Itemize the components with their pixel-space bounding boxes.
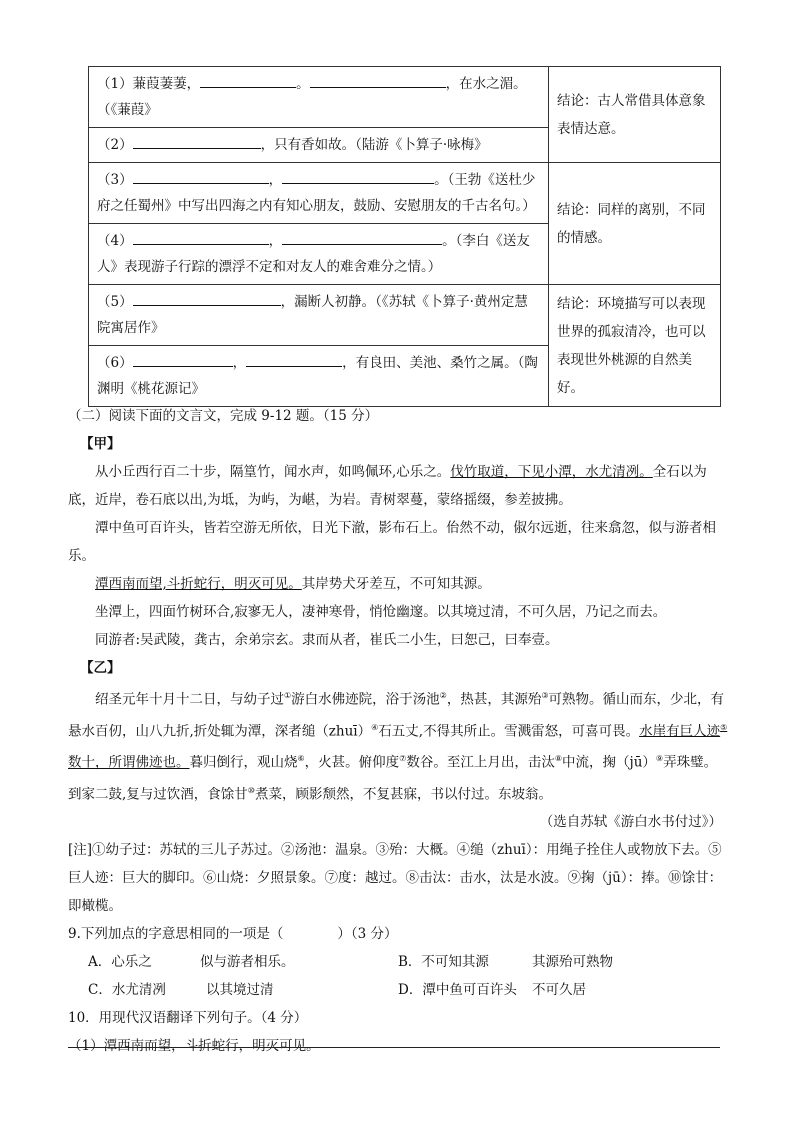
row-3: （3） ， 。（王勃《送杜少府之任蜀州》中写出四海之内有知心朋友，鼓励、安慰朋友的千古名句。） [89, 163, 549, 224]
jia-paragraph-1: 从小丘西行百二十步，隔篁竹，闻水声，如鸣佩环,心乐之。伐竹取道，下见小潭，水尤清冽。全石以为底，近岸，卷石底以出,为坻，为屿，为嵁，为岩。青树翠蔓，蒙络摇缀，参差披拂。 [68, 464, 707, 508]
question-9-stem: 9.下列加点的字意思相同的一项是（ ）（3 分） [68, 926, 398, 942]
jia-paragraph-4: 坐潭上，四面竹树环合,寂寥无人，凄神寒骨，悄怆幽邃。以其境过清，不可久居，乃记之而去。 [95, 604, 667, 620]
q9-options-row-1 [68, 948, 728, 976]
answer-blank[interactable] [133, 291, 281, 306]
answer-blank[interactable] [282, 230, 442, 245]
option-c-part1[interactable]: C．水尤清冽 [88, 982, 166, 998]
question-10-stem: 10．用现代汉语翻译下列句子。（4 分） [68, 1010, 308, 1026]
option-c-part2[interactable]: 以其境过清 [206, 982, 274, 998]
section-heading: （二）阅读下面的文言文，完成 9-12 题。（15 分） [68, 408, 379, 424]
option-a-part2[interactable]: 似与游者相乐。 [200, 954, 295, 970]
bottom-divider [68, 1047, 720, 1048]
poem-table [88, 66, 721, 407]
question-10-item-1: （1）潭西南而望，斗折蛇行，明灭可见。 [68, 1038, 320, 1054]
answer-blank[interactable] [282, 169, 434, 184]
option-d-part1[interactable]: D．潭中鱼可百许头 [398, 982, 517, 998]
answer-blank[interactable] [310, 73, 446, 88]
yi-paragraph: 绍圣元年十月十二日，与幼子过①游白水佛迹院，浴于汤池②，热甚，其源殆③可熟物。循山而东，少北，有悬水百仞，山八九折,折处辄为潭，深者缒（zhuī）④石五丈,不得其所止。雪溅雷怒，可喜可畏。水崖有巨人迹⑤数十，所谓佛迹也。暮归倒行，观山烧⑥，火甚。俯仰度⑦数谷。至江上月出，击汰⑧中流，掬（jū）⑨弄珠璧。到家二鼓,复与过饮酒，食馀甘⑩煮菜，顾影颓然，不复甚寐，书以付过。东坡翁。 [68, 691, 728, 802]
q9-options-row-2 [68, 976, 728, 1004]
source-citation: （选自苏轼《游白水书付过》） [539, 814, 722, 830]
option-b-part1[interactable]: B．不可知其源 [398, 954, 489, 970]
answer-blank[interactable] [246, 352, 342, 367]
classical-reading-section [68, 402, 728, 1060]
passage-yi-label: 【乙】 [80, 660, 121, 676]
answer-blank[interactable] [133, 230, 269, 245]
passage-jia-label: 【甲】 [80, 436, 121, 452]
option-a-part1[interactable]: A．心乐之 [88, 954, 152, 970]
option-d-part2[interactable]: 不可久居 [532, 982, 586, 998]
conclusion-2: 结论：同样的离别，不同的情感。 [549, 163, 721, 285]
conclusion-1: 结论：古人常借具体意象表情达意。 [549, 67, 721, 163]
answer-blank[interactable] [133, 169, 269, 184]
row-2: （2） ，只有香如故。（陆游《卜算子·咏梅》 [89, 128, 549, 163]
answer-blank[interactable] [133, 352, 233, 367]
row-5: （5） ，漏断人初静。（《苏轼《卜算子·黄州定慧院寓居作》 [89, 285, 549, 346]
jia-paragraph-3: 潭西南而望,斗折蛇行，明灭可见。其岸势犬牙差互，不可知其源。 [95, 576, 491, 592]
answer-blank[interactable] [200, 73, 296, 88]
row-1: （1）蒹葭萋萋， 。 ，在水之湄。（《蒹葭》 [89, 67, 549, 128]
jia-paragraph-2: 潭中鱼可百许头，皆若空游无所依，日光下澈，影布石上。佁然不动，俶尔远逝，往来翕忽，似与游者相乐。 [68, 520, 716, 564]
jia-paragraph-5: 同游者:吴武陵，龚古，余弟宗玄。隶而从者，崔氏二小生，曰恕己，曰奉壹。 [95, 632, 559, 648]
row-6: （6） ， ，有良田、美池、桑竹之属。（陶渊明《桃花源记》 [89, 346, 549, 407]
conclusion-3: 结论：环境描写可以表现世界的孤寂清冷，也可以表现世外桃源的自然美好。 [549, 285, 721, 407]
answer-blank[interactable] [133, 134, 261, 149]
annotation-notes: [注]①幼子过：苏轼的三儿子苏过。②汤池：温泉。③殆：大概。④缒（zhuī）：用绳子拴住人或物放下去。⑤巨人迹：巨大的脚印。⑥山烧：夕照景象。⑦度：越过。⑧击汰：击水，汰是水波。⑨掬（jū）：捧。⑩馀甘：即橄榄。 [68, 842, 723, 914]
option-b-part2[interactable]: 其源殆可熟物 [532, 954, 613, 970]
row-4: （4） ， 。（李白《送友人》表现游子行踪的漂浮不定和对友人的难舍难分之情。） [89, 224, 549, 285]
